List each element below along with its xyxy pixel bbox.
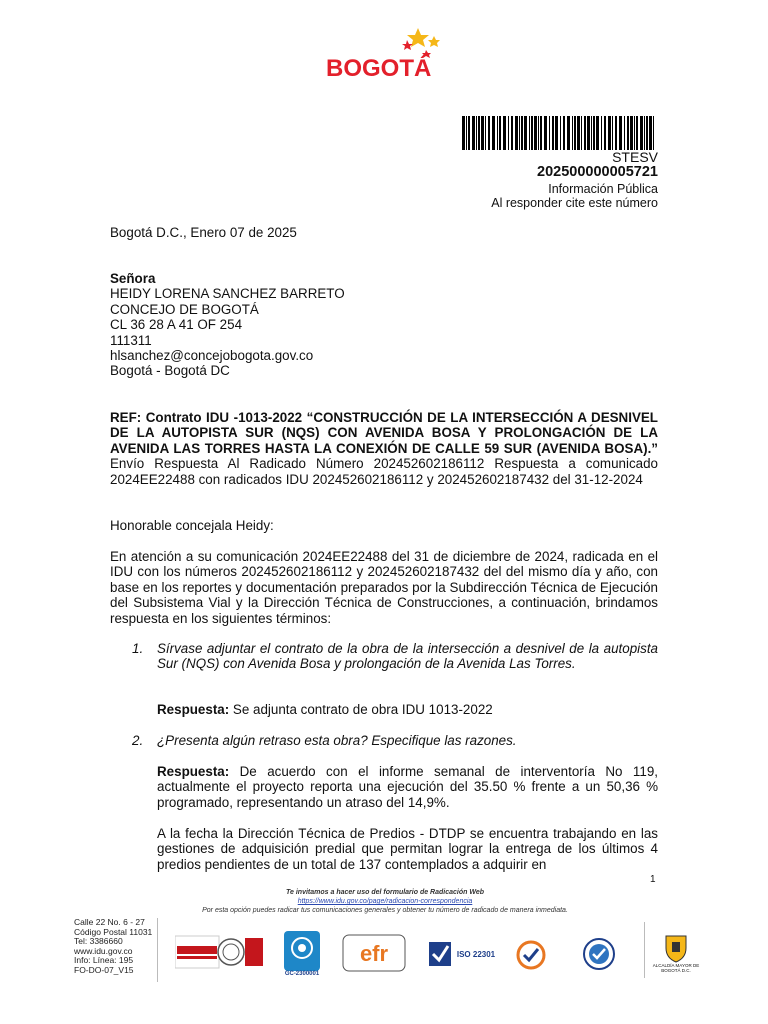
barcode-bar [472, 116, 475, 150]
barcode-bar [567, 116, 570, 150]
barcode-bar [563, 116, 565, 150]
recipient-block [110, 271, 658, 379]
footer-address-line: FO-DO-07_V15 [74, 964, 134, 975]
answer-2-extra-paragraph: A la fecha la Dirección Técnica de Predios - DTDP se encuentra trabajando en las gestiones de adquisición predial que permitan lograr la entrega de los últimos 4 predios pendientes de un total de 137 contemplados a adquirir en [157, 826, 658, 872]
footer-address-line: Tel: 3386660 [74, 936, 123, 947]
barcode-bar [630, 116, 633, 150]
answer-1-label: Respuesta: [157, 702, 230, 717]
barcode-bar [540, 116, 542, 150]
barcode-bar [503, 116, 506, 150]
barcode-bar [521, 116, 523, 150]
reference-detail: Envío Respuesta Al Radicado Número 202452602186112 Respuesta a comunicado 2024EE22488 con radicados IDU 202452602186112 y 202452602187432 del 31-12-2024 [110, 456, 658, 487]
footer-address-line: www.idu.gov.co [74, 945, 133, 956]
footer-address-line: Info: Línea: 195 [74, 955, 134, 966]
iqnet-cert-logo [580, 936, 618, 972]
barcode-bar [538, 116, 539, 150]
barcode-bar [591, 116, 592, 150]
sgs-cert-logo [514, 938, 548, 972]
barcode-bar [515, 116, 518, 150]
barcode-bar [634, 116, 635, 150]
classification-label: Información Pública [548, 182, 658, 196]
barcode-bar [644, 116, 645, 150]
footer-address-line: Calle 22 No. 6 - 27 [74, 917, 145, 927]
barcode-bar [574, 116, 576, 150]
bureau-veritas-cert-logo [175, 934, 263, 970]
footer-address-line: Código Postal 11031 [74, 926, 153, 937]
radicado-barcode [462, 116, 658, 150]
barcode-bar [499, 116, 501, 150]
barcode-bar [492, 116, 495, 150]
barcode-bar [636, 116, 638, 150]
barcode-bar [478, 116, 480, 150]
recipient-organization: CONCEJO DE BOGOTÁ [110, 301, 259, 317]
barcode-bar [468, 116, 470, 150]
footer-divider-right [644, 922, 645, 978]
question-2-number: 2. [132, 733, 144, 748]
cite-note: Al responder cite este número [491, 196, 658, 210]
barcode-bar [552, 116, 554, 150]
barcode-bar [601, 116, 602, 150]
alcaldia-coat-of-arms [650, 928, 702, 978]
footer-address [74, 918, 152, 976]
barcode-bar [604, 116, 606, 150]
date-line: Bogotá D.C., Enero 07 de 2025 [110, 225, 297, 240]
recipient-postal-code: 111311 [110, 332, 152, 348]
iso-22301-cert-logo [424, 938, 500, 970]
barcode-bar [519, 116, 520, 150]
office-code: STESV [612, 149, 658, 165]
barcode-bar [544, 116, 547, 150]
checkmark-icon [429, 940, 453, 968]
icontec-code: GC-2300001 [284, 971, 320, 977]
recipient-title: Señora [110, 271, 156, 286]
barcode-bar [587, 116, 590, 150]
barcode-bar [462, 116, 465, 150]
barcode-bar [649, 116, 652, 150]
barcode-bar [615, 116, 617, 150]
page-number: 1 [650, 874, 656, 885]
barcode-bar [466, 116, 467, 150]
answer-2-text: De acuerdo con el informe semanal de interventoría No 119, actualmente el proyecto reporta una ejecución del 35.50 % frente a un 50,36 % programado, representando un atraso del 14,9%. [157, 764, 658, 810]
barcode-bar [485, 116, 486, 150]
footer-invite: Te invitamos a hacer uso del formulario de Radicación Web [286, 889, 484, 896]
barcode-bar [531, 116, 533, 150]
barcode-bar [476, 116, 477, 150]
barcode-bar [572, 116, 573, 150]
barcode-bar [497, 116, 498, 150]
bogota-logo [322, 26, 448, 90]
efr-cert-logo [342, 934, 406, 972]
barcode-bar [627, 116, 629, 150]
barcode-bar [488, 116, 490, 150]
footer-note-text: Por esta opción puedes radicar tus comunicaciones generales y obtener tu número de radicado de manera inmediata. [202, 907, 568, 914]
radicacion-link[interactable]: https://www.idu.gov.co/page/radicacion-correspondencia [297, 898, 473, 905]
question-1 [132, 641, 658, 672]
answer-2-label: Respuesta: [157, 764, 230, 779]
barcode-bar [529, 116, 530, 150]
recipient-address: CL 36 28 A 41 OF 254 [110, 317, 243, 333]
question-1-number: 1. [132, 641, 144, 656]
answer-1-text: Se adjunta contrato de obra IDU 1013-2022 [229, 702, 493, 717]
footer-note [150, 888, 620, 915]
barcode-bar [608, 116, 611, 150]
recipient-name: HEIDY LORENA SANCHEZ BARRETO [110, 286, 345, 302]
barcode-bar [593, 116, 595, 150]
recipient-email: hlsanchez@concejobogota.gov.co [110, 348, 314, 364]
greeting: Honorable concejala Heidy: [110, 518, 274, 533]
answer-1 [157, 702, 658, 717]
question-2 [132, 733, 658, 748]
question-1-text: Sírvase adjuntar el contrato de la obra de la intersección a desnivel de la autopista Sur (NQS) con Avenida Bosa y prolongación de la Avenida Las Torres. [157, 641, 658, 672]
barcode-bar [596, 116, 599, 150]
svg-text:efr: efr [359, 941, 389, 966]
barcode-bar [534, 116, 537, 150]
barcode-bar [612, 116, 613, 150]
barcode-bar [581, 116, 582, 150]
barcode-bar [511, 116, 513, 150]
barcode-bar [577, 116, 580, 150]
svg-text:BOGOTÁ: BOGOTÁ [326, 55, 432, 82]
question-2-text: ¿Presenta algún retraso esta obra? Especifique las razones. [157, 733, 517, 748]
reference-paragraph [110, 410, 658, 487]
barcode-bar [508, 116, 509, 150]
barcode-bar [555, 116, 558, 150]
barcode-bar [640, 116, 643, 150]
footer-divider [157, 918, 158, 982]
iso-label: ISO 22301 [456, 949, 496, 959]
intro-paragraph: En atención a su comunicación 2024EE22488 del 31 de diciembre de 2024, radicada en el IDU con los números 202452602186112 y 202452602187432 del del mismo día y año, con base en los reportes y documentación preparados por la Subdirección Técnica de Ejecución del Subsistema Vial y la Dirección Técnica de Construcciones, a continuación, brindamos respuesta en los siguientes términos: [110, 549, 658, 626]
radicado-number: 202500000005721 [537, 164, 658, 180]
alcaldia-label: ALCALDÍA MAYOR DE BOGOTÁ D.C. [652, 963, 700, 973]
barcode-bar [549, 116, 550, 150]
barcode-bar [646, 116, 648, 150]
barcode-bar [584, 116, 586, 150]
icontec-cert-logo [282, 926, 322, 982]
barcode-bar [481, 116, 484, 150]
barcode-bar [524, 116, 527, 150]
barcode-bar [560, 116, 561, 150]
recipient-city: Bogotá - Bogotá DC [110, 363, 230, 379]
answer-2 [157, 764, 658, 810]
reference-subject: REF: Contrato IDU -1013-2022 “CONSTRUCCIÓN DE LA INTERSECCIÓN A DESNIVEL DE LA AUTOPISTA SUR (NQS) CON AVENIDA BOSA Y PROLONGACIÓN DE LA AVENIDA LAS TORRES HASTA LA CONEXIÓN DE CALLE 59 SUR (AVENIDA BOSA).” [110, 410, 658, 456]
barcode-bar [624, 116, 625, 150]
barcode-bar [619, 116, 622, 150]
barcode-bar [653, 116, 654, 150]
